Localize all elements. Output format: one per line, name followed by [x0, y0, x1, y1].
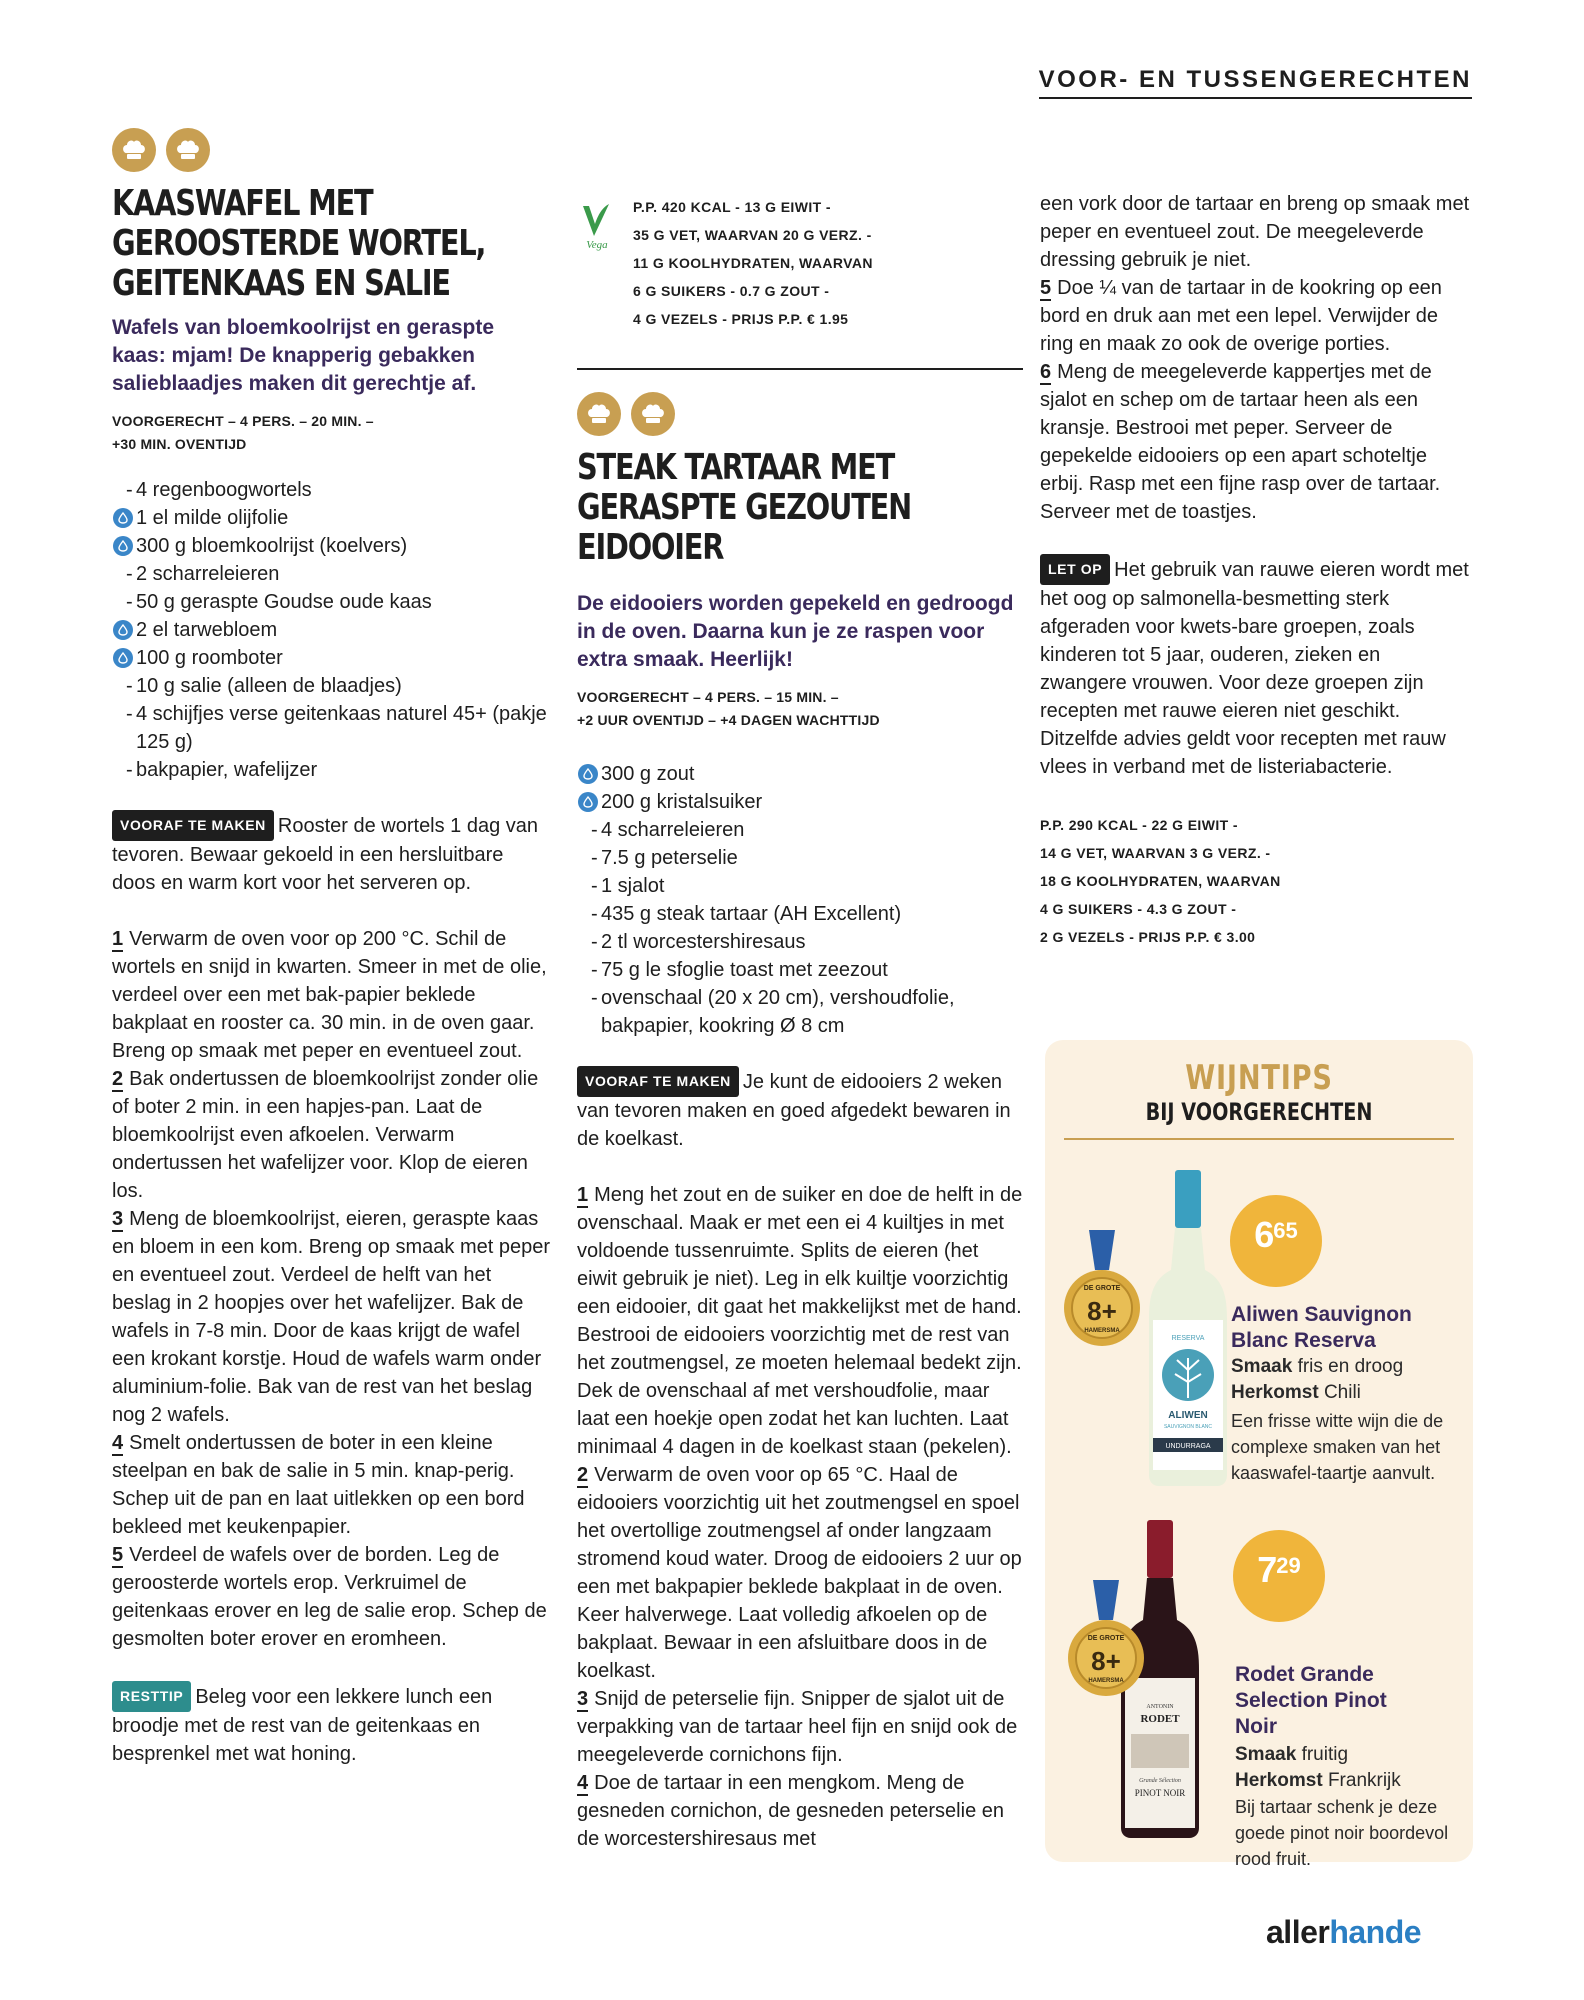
recipe-meta [577, 686, 1023, 732]
ingredient-item [577, 956, 1023, 984]
ingredient-text: 50 g geraspte Goudse oude kaas [136, 591, 432, 613]
prep-ahead-text: Rooster de wortels 1 dag van tevoren. Bewaar gekoeld in een hersluitbare doos en warm kort voor het serveren op. [112, 815, 539, 894]
warning-badge: LET OP [1040, 554, 1110, 585]
leftover-badge: RESTTIP [112, 1681, 191, 1712]
ingredient-item [112, 700, 552, 756]
medal-icon [1063, 1580, 1149, 1700]
recipe-step [112, 1065, 552, 1205]
recipe-step [112, 1205, 552, 1429]
nutrition-info [1040, 811, 1472, 951]
price-cents: 29 [1276, 1553, 1301, 1578]
wine-name: Aliwen Sauvignon Blanc Reserva [1231, 1303, 1412, 1352]
pantry-drop-icon [112, 504, 134, 528]
ingredient-dash: - [126, 675, 133, 697]
ingredient-text: 1 sjalot [601, 875, 665, 897]
ingredient-dash: - [591, 903, 598, 925]
nutrition-line: P.P. 290 KCAL - 22 G EIWIT - [1040, 817, 1238, 833]
recipe-step [112, 1429, 552, 1541]
step-text: Verdeel de wafels over de borden. Leg de geroosterde wortels erop. Verkruimel de geitenkaas erover en leg de salie erop. Schep de gesmolten boter erover en eromheen. [112, 1544, 547, 1650]
ingredient-dash: - [126, 759, 133, 781]
recipe-step [577, 1461, 1023, 1685]
logo-part: aller [1266, 1914, 1330, 1950]
meta-line: VOORGERECHT – 4 PERS. – 15 MIN. – [577, 689, 839, 705]
ingredient-dash: - [591, 819, 598, 841]
recipe-step [1040, 358, 1472, 526]
ingredient-item [112, 560, 552, 588]
ingredient-item [112, 644, 552, 672]
step-number: 2 [577, 1464, 589, 1486]
wine-attributes [1235, 1742, 1465, 1794]
meta-line: +2 UUR OVENTIJD – +4 DAGEN WACHTTIJD [577, 712, 880, 728]
step-number: 2 [112, 1068, 124, 1090]
steps [112, 925, 552, 1653]
nutrition-info [633, 193, 1023, 333]
recipe-step [1040, 274, 1472, 358]
nutrition-line: 2 G VEZELS - PRIJS P.P. € 3.00 [1040, 929, 1256, 945]
price-euros: 7 [1257, 1549, 1277, 1590]
ingredient-text: 4 scharreleieren [601, 819, 745, 841]
ingredient-dash: - [126, 563, 133, 585]
ingredient-list [112, 476, 552, 784]
ingredient-item [112, 588, 552, 616]
step-text: Meng het zout en de suiker en doe de helft in de ovenschaal. Maak er met een ei 4 kuiltjes in met voldoende tussenruimte. Splits de eieren (het eiwit gebruik je niet). Leg in elk kuiltje voorzichtig een eidooier, dit gaat het makkelijkst met de hand. Bestrooi de eidooiers voorzichtig met de rest van het zoutmengsel, ze moeten helemaal bedekt zijn. Dek de ovenschaal af met vershoudfolie, maar laat een hoekje open zodat het kan luchten. Laat minimaal 4 dagen in de koelkast staan (pekelen). [577, 1184, 1023, 1458]
meta-line: VOORGERECHT – 4 PERS. – 20 MIN. – [112, 413, 374, 429]
prep-ahead-note [112, 810, 552, 897]
wine-tips-rule [1064, 1138, 1454, 1140]
ingredient-item [112, 672, 552, 700]
recipe-title: STEAK TARTAAR MET GERASPTE GEZOUTEN EIDOOIER [577, 447, 912, 568]
vega-label: Vega [586, 239, 608, 251]
bottle-text: ALIWEN [1168, 1410, 1208, 1421]
ingredient-text: 100 g roomboter [136, 647, 283, 669]
ingredient-text: 4 regenboogwortels [136, 479, 312, 501]
recipe-step [577, 1769, 1023, 1853]
step-number: 3 [577, 1688, 589, 1710]
taste-value: fris en droog [1297, 1356, 1404, 1377]
step-text: Snijd de peterselie fijn. Snipper de sjalot uit de verpakking van de tartaar heel fijn en snijd ook de meegeleverde cornichons fijn. [577, 1688, 1018, 1766]
step-number: 1 [577, 1184, 589, 1206]
steps [577, 1181, 1023, 1853]
step-text: Meng de bloemkoolrijst, eieren, geraspte kaas en bloem in een kom. Breng op smaak met peper en eventueel zout. Verdeel de helft van het beslag in 2 hoopjes over het wafelijzer. Bak de wafels in 7-8 min. Door de kaas krijgt de wafel een krokant korstje. Houd de wafels warm onder aluminium-folie. Bak van de rest van het beslag nog 2 wafels. [112, 1208, 551, 1426]
step-number: 5 [112, 1544, 124, 1566]
step-text: Smelt ondertussen de boter in een kleine steelpan en bak de salie in 5 min. knap-perig. Schep uit de pan en laat uitlekken op een bord bekleed met keukenpapier. [112, 1432, 525, 1538]
bottle-text: Grande Sélection [1139, 1778, 1181, 1784]
ingredient-text: 435 g steak tartaar (AH Excellent) [601, 903, 902, 925]
ingredient-dash: - [591, 959, 598, 981]
pantry-drop-icon [112, 616, 134, 640]
ingredient-text: 2 scharreleieren [136, 563, 280, 585]
price-tag [1233, 1530, 1325, 1622]
recipe-step [577, 1685, 1023, 1769]
prep-ahead-note [577, 1066, 1023, 1153]
ingredient-text: 300 g bloemkoolrijst (koelvers) [136, 535, 408, 557]
step-continued: een vork door de tartaar en breng op smaak met peper en eventueel zout. De meegeleverde dressing gebruik je niet. [1040, 193, 1470, 271]
ingredient-text: bakpapier, wafelijzer [136, 759, 318, 781]
price-cents: 65 [1273, 1218, 1298, 1243]
step-number: 4 [112, 1432, 124, 1454]
ingredient-text: ovenschaal (20 x 20 cm), vershoudfolie, bakpapier, kookring Ø 8 cm [601, 987, 955, 1037]
allerhande-logo [1266, 1914, 1421, 1951]
taste-value: fruitig [1301, 1744, 1349, 1765]
recipe1 [112, 128, 552, 1768]
price-euros: 6 [1254, 1214, 1274, 1255]
recipe-step [112, 925, 552, 1065]
wine-name: Rodet Grande Selection Pinot Noir [1235, 1663, 1387, 1738]
ingredient-item [577, 900, 1023, 928]
bottle-text: RESERVA [1171, 1335, 1205, 1342]
meta-line: +30 MIN. OVENTIJD [112, 436, 247, 452]
medal-text: DE GROTE [1083, 1285, 1121, 1292]
ingredient-item [112, 756, 552, 784]
recipe2 [577, 392, 1023, 1853]
origin-label: Herkomst [1235, 1770, 1323, 1791]
ingredient-text: 1 el milde olijfolie [136, 507, 289, 529]
step-text: Verwarm de oven voor op 200 °C. Schil de wortels en snijd in kwarten. Smeer in met de olie, verdeel over een met bak-papier beklede bakplaat en rooster ca. 30 min. in de oven gaar. Breng op smaak met peper en eventueel zout. [112, 928, 547, 1062]
bottle-text: UNDURRAGA [1165, 1443, 1211, 1450]
wine-attributes [1231, 1354, 1461, 1406]
chef-hat-icon [631, 392, 675, 436]
medal-text: HAMERSMA [1084, 1328, 1120, 1334]
pantry-drop-icon [577, 760, 599, 784]
pantry-drop-icon [112, 532, 134, 556]
price-tag [1230, 1195, 1322, 1287]
pantry-drop-icon [112, 644, 134, 668]
medal-text: DE GROTE [1087, 1635, 1125, 1642]
ingredient-text: 75 g le sfoglie toast met zeezout [601, 959, 888, 981]
step-text: Verwarm de oven voor op 65 °C. Haal de eidooiers voorzichtig uit het zoutmengsel en spoel het overtollige zoutmengsel af onder langzaam stromend koud water. Droog de eidooiers 2 uur op een met bakpapier beklede bakplaat in de oven. Keer halverwege. Laat volledig afkoelen op de bakplaat. Bewaar in een afsluitbare doos in de koelkast. [577, 1464, 1022, 1682]
nutrition-line: 14 G VET, WAARVAN 3 G VERZ. - [1040, 845, 1271, 861]
leftover-tip [112, 1681, 552, 1768]
ingredient-list [577, 760, 1023, 1040]
ingredient-text: 4 schijfjes verse geitenkaas naturel 45+ (pakje 125 g) [136, 703, 547, 753]
step-text: Doe ¼ van de tartaar in de kookring op een bord en druk aan met een lepel. Verwijder de ring en maak zo ook de overige porties. [1040, 277, 1442, 355]
logo-part: hande [1329, 1914, 1422, 1950]
ingredient-item [577, 760, 1023, 788]
nutrition-line: 4 G VEZELS - PRIJS P.P. € 1.95 [633, 311, 849, 327]
difficulty-hats [577, 392, 1023, 436]
ingredient-item [577, 928, 1023, 956]
nutrition-line: 6 G SUIKERS - 0.7 G ZOUT - [633, 283, 830, 299]
ingredient-text: 2 el tarwebloem [136, 619, 278, 641]
wine-description: Een frisse witte wijn die de complexe smaken van het kaaswafel-taartje aanvult. [1231, 1411, 1444, 1483]
vega-icon [577, 200, 617, 252]
origin-label: Herkomst [1231, 1382, 1319, 1403]
bottle-text: ANTONIN [1146, 1704, 1174, 1710]
step-number: 4 [577, 1772, 589, 1794]
taste-label: Smaak [1235, 1744, 1297, 1765]
origin-value: Chili [1323, 1382, 1361, 1403]
recipe-intro: De eidooiers worden gepekeld en gedroogd in de oven. Daarna kun je ze raspen voor extra smaak. Heerlijk! [577, 592, 1014, 671]
step-number: 1 [112, 928, 124, 950]
wine-card [1045, 1160, 1473, 1500]
ingredient-item [112, 476, 552, 504]
ingredient-item [577, 984, 1023, 1040]
prep-ahead-badge: VOORAF TE MAKEN [577, 1066, 739, 1097]
prep-ahead-badge: VOORAF TE MAKEN [112, 810, 274, 841]
nutrition-line: 11 G KOOLHYDRATEN, WAARVAN [633, 255, 873, 271]
recipe-step [112, 1541, 552, 1653]
ingredient-dash: - [591, 875, 598, 897]
ingredient-item [577, 872, 1023, 900]
step-text: Bak ondertussen de bloemkoolrijst zonder olie of boter 2 min. in een hapjes-pan. Laat de bloemkoolrijst even afkoelen. Verwarm ondertussen het wafelijzer voor. Klop de eieren los. [112, 1068, 539, 1202]
chef-hat-icon [577, 392, 621, 436]
step-text: Meng de meegeleverde kappertjes met de sjalot en schep om de tartaar heen als een kransje. Bestrooi met peper. Serveer de gepekelde eidooiers op een apart schoteltje erbij. Rasp met een fijne rasp over de tartaar. Serveer met de toastjes. [1040, 361, 1441, 523]
ingredient-text: 200 g kristalsuiker [601, 791, 763, 813]
ingredient-dash: - [591, 931, 598, 953]
difficulty-hats [112, 128, 552, 172]
pantry-drop-icon [577, 788, 599, 812]
section-label: VOOR- EN TUSSENGERECHTEN [1039, 66, 1472, 99]
steps [1040, 274, 1472, 526]
bottle-text: PINOT NOIR [1134, 1788, 1186, 1798]
warning-text: Het gebruik van rauwe eieren wordt met het oog op salmonella-besmetting sterk afgeraden voor kwets-bare groepen, zoals kinderen tot 5 jaar, ouderen, zieken en zwangere vrouwen. Voor deze groepen zijn recepten met rauwe eieren niet geschikt. Ditzelfde advies geldt voor recepten met rauw vlees in verband met de listeriabacterie. [1040, 559, 1469, 778]
ingredient-item [112, 532, 552, 560]
ingredient-dash: - [126, 703, 133, 725]
ingredient-text: 7.5 g peterselie [601, 847, 738, 869]
recipe-title: KAASWAFEL MET GEROOSTERDE WORTEL, GEITENKAAS EN SALIE [112, 183, 486, 304]
step-number: 6 [1040, 361, 1052, 383]
medal-score: 8+ [1087, 1296, 1117, 1326]
recipe-intro: Wafels van bloemkoolrijst en geraspte kaas: mjam! De knapperig gebakken salieblaadjes maken dit gerechtje af. [112, 316, 494, 395]
wine-card [1045, 1520, 1473, 1869]
step-text: Doe de tartaar in een mengkom. Meng de gesneden cornichon, de gesneden peterselie en de worcestershiresaus met [577, 1772, 1004, 1850]
origin-value: Frankrijk [1327, 1770, 1401, 1791]
prep-ahead-text: Je kunt de eidooiers 2 weken van tevoren maken en goed afgedekt bewaren in de koelkast. [577, 1071, 1011, 1150]
step-number: 3 [112, 1208, 124, 1230]
medal-text: HAMERSMA [1088, 1678, 1124, 1684]
chef-hat-icon [166, 128, 210, 172]
step-number: 5 [1040, 277, 1052, 299]
bottle-text: SAUVIGNON BLANC [1163, 1424, 1213, 1430]
ingredient-item [577, 816, 1023, 844]
nutrition-line: 18 G KOOLHYDRATEN, WAARVAN [1040, 873, 1281, 889]
column-divider [577, 368, 1023, 370]
ingredient-dash: - [126, 591, 133, 613]
medal-icon [1059, 1230, 1145, 1350]
recipe-meta [112, 410, 552, 456]
recipe-step [577, 1181, 1023, 1461]
ingredient-dash: - [591, 847, 598, 869]
ingredient-text: 300 g zout [601, 763, 695, 785]
ingredient-dash: - [591, 987, 598, 1009]
ingredient-item [577, 788, 1023, 816]
ingredient-text: 2 tl worcestershiresaus [601, 931, 806, 953]
chef-hat-icon [112, 128, 156, 172]
warning-note [1040, 554, 1472, 781]
wine-tips-title: WIJNTIPS [1185, 1058, 1333, 1098]
bottle-text: RODET [1140, 1713, 1180, 1725]
nutrition-line: 35 G VET, WAARVAN 20 G VERZ. - [633, 227, 872, 243]
leftover-text: Beleg voor een lekkere lunch een broodje met de rest van de geitenkaas en besprenkel met wat honing. [112, 1686, 493, 1765]
wine-tips-box [1045, 1040, 1473, 1869]
wine-description: Bij tartaar schenk je deze goede pinot noir boordevol rood fruit. [1235, 1797, 1449, 1869]
ingredient-item [112, 504, 552, 532]
nutrition-line: P.P. 420 KCAL - 13 G EIWIT - [633, 199, 831, 215]
ingredient-item [112, 616, 552, 644]
ingredient-item [577, 844, 1023, 872]
recipe2-continued [1040, 190, 1472, 951]
ingredient-text: 10 g salie (alleen de blaadjes) [136, 675, 402, 697]
ingredient-dash: - [126, 479, 133, 501]
nutrition-line: 4 G SUIKERS - 4.3 G ZOUT - [1040, 901, 1237, 917]
white-wine-bottle [1145, 1170, 1231, 1490]
wine-tips-subtitle: BIJ VOORGERECHTEN [1145, 1098, 1373, 1126]
medal-score: 8+ [1091, 1646, 1121, 1676]
taste-label: Smaak [1231, 1356, 1293, 1377]
